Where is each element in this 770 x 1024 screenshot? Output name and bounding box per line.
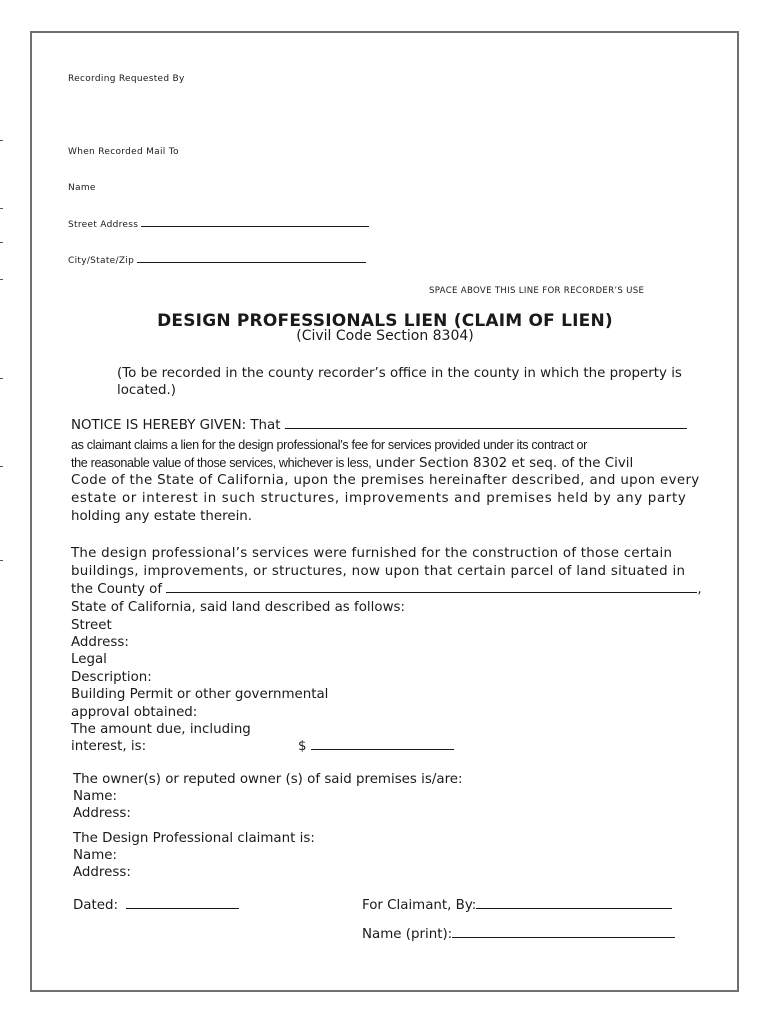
city-state-zip-row <box>68 256 366 266</box>
claimant-name-label: Name: <box>73 848 118 863</box>
claimant-signature-field[interactable] <box>476 908 672 909</box>
city-state-zip-field[interactable] <box>137 262 366 263</box>
city-state-zip-label: City/State/Zip <box>68 256 135 266</box>
claimant-name-field[interactable] <box>285 428 687 429</box>
dated-label: Dated: <box>73 898 119 913</box>
county-field[interactable] <box>166 592 697 593</box>
state-line: State of California, said land described as follows: <box>71 600 406 615</box>
county-label: the County of <box>71 582 163 597</box>
owner-name-label: Name: <box>73 789 118 804</box>
instruction-line-1: (To be recorded in the county recorder’s office in the county in which the property is <box>117 366 682 381</box>
notice-line-3b: under Section 8302 et seq. of the Civil <box>371 456 634 471</box>
address-label: Address: <box>71 635 129 650</box>
name-print-row <box>362 926 675 944</box>
owner-address-label: Address: <box>73 806 131 821</box>
county-row <box>71 581 702 599</box>
services-line-1: The design professional’s services were furnished for the construction of those certain <box>71 546 673 561</box>
amount-line-2: interest, is: <box>71 739 147 754</box>
claimant-heading: The Design Professional claimant is: <box>73 831 315 846</box>
notice-line-4: Code of the State of California, upon the premises hereinafter described, and upon every <box>71 473 700 488</box>
page-subtitle: (Civil Code Section 8304) <box>296 328 474 344</box>
notice-line-3a: the reasonable value of those services, whichever is less, <box>71 456 372 470</box>
margin-tick <box>0 140 3 141</box>
permit-line-2: approval obtained: <box>71 705 198 720</box>
notice-lead: NOTICE IS HEREBY GIVEN: That <box>71 418 281 433</box>
dollar-sign: $ <box>298 739 307 754</box>
recorder-space-note: SPACE ABOVE THIS LINE FOR RECORDER’S USE <box>429 286 645 296</box>
for-claimant-label: For Claimant, By: <box>362 898 477 913</box>
amount-line-1: The amount due, including <box>71 722 251 737</box>
when-recorded-mail-to-label: When Recorded Mail To <box>68 147 179 157</box>
street-address-field[interactable] <box>141 226 369 227</box>
margin-tick <box>0 466 3 467</box>
owner-heading: The owner(s) or reputed owner (s) of said premises is/are: <box>73 772 463 787</box>
notice-lead-row <box>71 417 687 435</box>
county-comma: , <box>697 582 702 597</box>
claimant-address-label: Address: <box>73 865 131 880</box>
amount-due-row <box>298 738 454 756</box>
margin-tick <box>0 242 3 243</box>
notice-line-3 <box>71 454 704 473</box>
description-label: Description: <box>71 670 152 685</box>
margin-tick <box>0 208 3 209</box>
name-print-label: Name (print): <box>362 927 453 942</box>
amount-due-field[interactable] <box>311 749 454 750</box>
notice-line-2: as claimant claims a lien for the design professional’s fee for services provided under its contract or <box>71 438 588 452</box>
instruction-line-2: located.) <box>117 383 176 398</box>
services-line-2: buildings, improvements, or structures, now upon that certain parcel of land situated in <box>71 564 686 579</box>
notice-line-6: holding any estate therein. <box>71 509 253 524</box>
page-title: DESIGN PROFESSIONALS LIEN (CLAIM OF LIEN) <box>157 311 613 331</box>
name-print-field[interactable] <box>452 937 675 938</box>
margin-tick <box>0 279 3 280</box>
margin-tick <box>0 378 3 379</box>
recording-requested-by-label: Recording Requested By <box>68 74 185 84</box>
dated-field[interactable] <box>126 908 239 909</box>
street-address-row <box>68 220 369 230</box>
for-claimant-row <box>362 897 672 915</box>
legal-label: Legal <box>71 652 107 667</box>
dated-row <box>73 897 239 915</box>
notice-line-5: estate or interest in such structures, improvements and premises held by any party <box>71 491 687 506</box>
street-label: Street <box>71 618 112 633</box>
name-label: Name <box>68 183 96 193</box>
street-address-label: Street Address <box>68 220 139 230</box>
permit-line-1: Building Permit or other governmental <box>71 687 329 702</box>
margin-tick <box>0 560 3 561</box>
